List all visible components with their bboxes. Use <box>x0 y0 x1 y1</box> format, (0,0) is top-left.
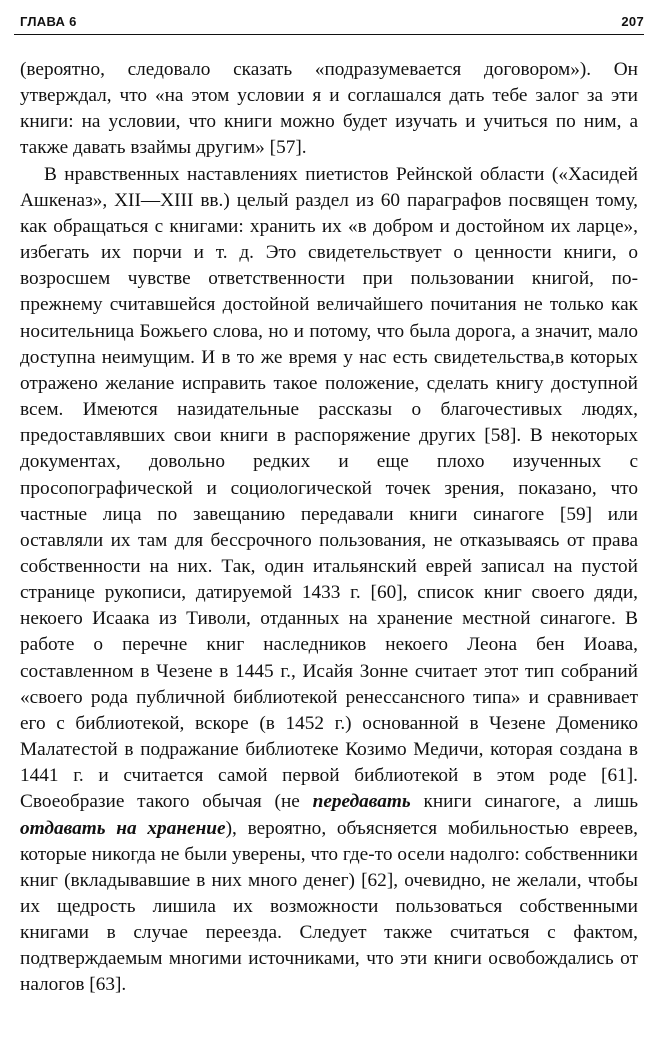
running-header <box>14 10 644 35</box>
paragraph-text-part3: ), вероятно, объясняется мобильностью евреев, которые никогда не были уверены, что где-то осели надолго: собственники книг (вкладывавшие в них много денег) [62], очевидно, не желали, чтобы их щедрость лишила их возможности пользоваться собственными книгами в случае переезда. Следует также считаться с фактом, подтверждаемым многими источниками, что эти книги освобождались от налогов [63]. <box>20 817 639 996</box>
paragraph-pietists <box>20 162 638 999</box>
page-number: 207 <box>621 14 644 29</box>
page-body <box>20 57 638 999</box>
emphasis-otdavat: отдавать на хранение <box>20 817 226 839</box>
paragraph-text-part2: книги синагоге, а лишь <box>410 791 638 813</box>
paragraph-text-part1: В нравственных наставлениях пиетистов Рейнской области («Хасидей Ашкеназ», XII—XIII вв.) целый раздел из 60 параграфов посвящен тому, как обращаться с книгами: хранить их «в добром и достойном их ларце», избегать их порчи и т. д. Это свидетельствует о ценности книги, о возросшем чувстве ответственности при пользовании книгой, по-прежнему считавшейся достойной величайшего почитания не только как носительница Божьего слова, но и потому, что была дорога, а значит, мало доступна неимущим. И в то же время у нас есть свидетельства,в которых отражено желание исправить такое положение, сделать книгу доступной всем. Имеются назидательные рассказы о благочестивых людях, предоставлявших свои книги в распоряжение других [58]. В некоторых документах, довольно редких и еще плохо изученных с просопографической и социологической точек зрения, показано, что частные лица по завещанию передавали книги синагоге [59] или оставляли их там для бессрочного пользования, не отказываясь от права собственности на них. Так, один итальянский еврей записал на пустой странице рукописи, датируемой 1433 г. [60], список книг своего дяди, некоего Исаака из Тиволи, отданных на хранение местной синагоге. В работе о перечне книг наследников некоего Леона бен Иоава, составленном в Чезене в 1445 г., Исайя Зонне считает этот тип собраний «своего рода публичной библиотекой ренессансного типа» и сравнивает его с библиотекой, вскоре (в 1452 г.) основанной в Чезене Доменико Малатестой в подражание библиотеке Козимо Медичи, которая создана в 1441 г. и считается самой первой библиотекой в этом роде [61]. Своеобразие такого обычая (не <box>20 163 638 813</box>
chapter-title: ГЛАВА 6 <box>20 14 77 29</box>
emphasis-peredavat: передавать <box>312 791 411 813</box>
paragraph-continued: (вероятно, следовало сказать «подразумевается договором»). Он утверждал, что «на этом условии я и соглашался дать тебе залог за эти книги: на условии, что книги можно будет изучать и учиться по ним, а также давать взаймы другим» [57]. <box>20 59 638 159</box>
